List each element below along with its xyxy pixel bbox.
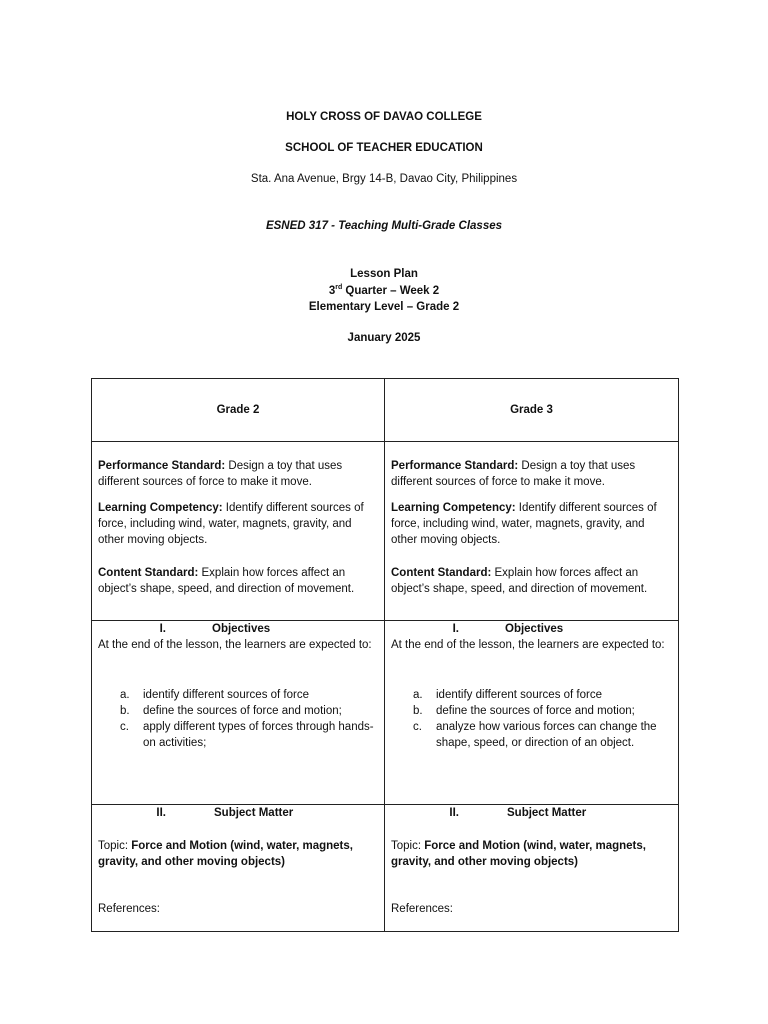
plan-date: January 2025 — [347, 332, 421, 344]
grade-3-standards-cell — [385, 442, 679, 621]
performance-standard — [391, 458, 672, 490]
list-item-text: identify different sources of force — [143, 689, 309, 701]
school-address: Sta. Ana Avenue, Brgy 14-B, Davao City, Philippines — [250, 173, 518, 185]
content-standard — [391, 565, 672, 597]
list-item-text: identify different sources of force — [436, 689, 602, 701]
content-standard-text: Explain how forces affect an object’s shape, speed, and direction of movement. — [391, 567, 648, 595]
subject-matter-title: Subject Matter — [214, 807, 294, 819]
list-item-text: analyze how various forces can change the shape, speed, or direction of an object. — [436, 721, 657, 749]
list-item-text: apply different types of forces through hands-on activities; — [143, 721, 374, 749]
grade-2-subject-cell — [92, 805, 385, 932]
school-name: HOLY CROSS OF DAVAO COLLEGE — [286, 111, 482, 123]
course-title: ESNED 317 - Teaching Multi-Grade Classes — [265, 220, 503, 232]
topic-label: Topic: — [98, 840, 132, 852]
objectives-intro: At the end of the lesson, the learners are expected to: — [391, 639, 665, 651]
grade-header-row — [92, 379, 679, 442]
plan-title: Lesson Plan — [350, 268, 418, 280]
objectives-list — [391, 687, 672, 751]
subject-matter-numeral: II. — [449, 807, 459, 819]
list-item — [391, 719, 672, 751]
quarter-rest: Quarter – Week 2 — [342, 284, 440, 297]
list-marker: c. — [413, 721, 422, 733]
subject-matter-numeral: II. — [156, 807, 166, 819]
objectives-list — [98, 687, 378, 751]
list-item — [98, 719, 378, 751]
list-marker: b. — [413, 705, 423, 717]
grade-3-objectives-cell — [385, 621, 679, 805]
quarter-suffix: rd — [335, 283, 343, 291]
level-line: Elementary Level – Grade 2 — [308, 301, 460, 313]
content-standard-label: Content Standard: — [98, 567, 199, 579]
list-marker: a. — [413, 689, 423, 701]
grade-2-header: Grade 2 — [92, 379, 385, 442]
performance-standard-label: Performance Standard: — [391, 460, 519, 472]
objectives-numeral: I. — [452, 623, 459, 635]
grade-2-standards-cell — [92, 442, 385, 621]
grade-3-subject-cell — [385, 805, 679, 932]
references-label: References: — [391, 903, 454, 915]
references-label: References: — [98, 903, 161, 915]
topic-value: Force and Motion (wind, water, magnets, gravity, and other moving objects) — [391, 840, 646, 868]
topic-value: Force and Motion (wind, water, magnets, gravity, and other moving objects) — [98, 840, 353, 868]
lesson-plan-heading — [0, 266, 768, 316]
topic-line — [391, 838, 672, 870]
objectives-title: Objectives — [212, 623, 271, 635]
learning-competency-label: Learning Competency: — [391, 502, 516, 514]
learning-competency-label: Learning Competency: — [98, 502, 223, 514]
subject-matter-title: Subject Matter — [507, 807, 587, 819]
content-standard-text: Explain how forces affect an object’s shape, speed, and direction of movement. — [98, 567, 355, 595]
performance-standard-label: Performance Standard: — [98, 460, 226, 472]
list-item-text: define the sources of force and motion; — [143, 705, 342, 717]
objectives-title: Objectives — [505, 623, 564, 635]
learning-competency — [98, 500, 378, 548]
objectives-numeral: I. — [159, 623, 166, 635]
learning-competency — [391, 500, 672, 548]
list-item — [98, 687, 378, 703]
list-marker: b. — [120, 705, 130, 717]
list-item — [391, 703, 672, 719]
department-name: SCHOOL OF TEACHER EDUCATION — [285, 142, 483, 154]
topic-line — [98, 838, 378, 870]
list-marker: a. — [120, 689, 130, 701]
objectives-heading — [391, 621, 672, 637]
list-item — [98, 703, 378, 719]
subject-matter-heading — [391, 805, 672, 821]
list-item — [391, 687, 672, 703]
learning-competency-text: Identify different sources of force, including wind, water, magnets, gravity, and other moving objects. — [391, 502, 657, 546]
subject-matter-row — [92, 805, 679, 932]
learning-competency-text: Identify different sources of force, including wind, water, magnets, gravity, and other moving objects. — [98, 502, 364, 546]
objectives-intro: At the end of the lesson, the learners are expected to: — [98, 639, 372, 651]
subject-matter-heading — [98, 805, 378, 821]
standards-row — [92, 442, 679, 621]
topic-label: Topic: — [391, 840, 425, 852]
performance-standard — [98, 458, 378, 490]
grade-3-header: Grade 3 — [385, 379, 679, 442]
objectives-row — [92, 621, 679, 805]
performance-standard-text: Design a toy that uses different sources of force to make it move. — [98, 460, 343, 488]
objectives-heading — [98, 621, 378, 637]
performance-standard-text: Design a toy that uses different sources of force to make it move. — [391, 460, 636, 488]
quarter-number: 3 — [328, 284, 336, 297]
grade-2-objectives-cell — [92, 621, 385, 805]
lesson-plan-table — [91, 378, 679, 932]
content-standard-label: Content Standard: — [391, 567, 492, 579]
list-marker: c. — [120, 721, 129, 733]
quarter-line — [0, 283, 768, 300]
list-item-text: define the sources of force and motion; — [436, 705, 635, 717]
content-standard — [98, 565, 378, 597]
